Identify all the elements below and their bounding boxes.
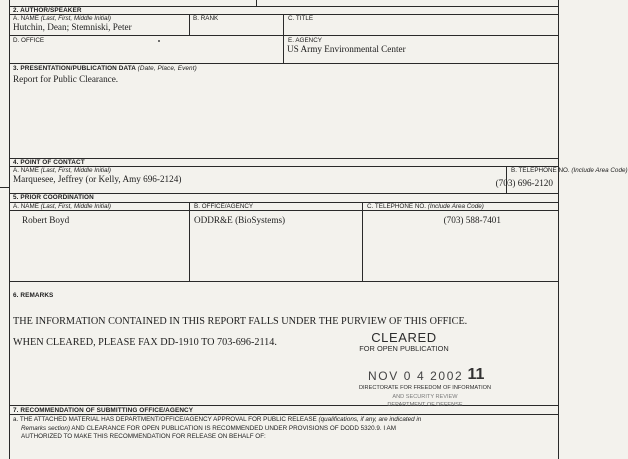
stamp-directorate: DIRECTORATE FOR FREEDOM OF INFORMATION AND SECURITY REVIEW DEPARTMENT OF DEFENSE [358, 385, 492, 409]
stamp-for-open-publication: FOR OPEN PUBLICATION [359, 344, 449, 353]
contact-heading: 4. POINT OF CONTACT [13, 159, 85, 166]
author-title-label: C. TITLE [288, 15, 314, 22]
form-right-border [558, 0, 559, 459]
col-divider [189, 202, 190, 281]
contact-name-value: Marquesee, Jeffrey (or Kelly, Amy 696-2124) [13, 174, 182, 184]
presentation-value: Report for Public Clearance. [13, 74, 119, 84]
presentation-heading: 3. PRESENTATION/PUBLICATION DATA (Date, Place, Event) [13, 65, 197, 72]
rule [9, 6, 558, 7]
recommendation-heading: 7. RECOMMENDATION OF SUBMITTING OFFICE/AGENCY [13, 407, 194, 414]
stamp-number: 11 [467, 366, 485, 383]
coordination-office-value: ODDR&E (BioSystems) [194, 215, 286, 225]
col-divider [362, 202, 363, 281]
rule [9, 414, 558, 415]
coordination-name-value: Robert Boyd [22, 215, 70, 225]
remarks-line-2: WHEN CLEARED, PLEASE FAX DD-1910 TO 703-696-2114. [13, 337, 277, 348]
author-agency-value: US Army Environmental Center [287, 44, 406, 54]
coordination-name-label: A. NAME (Last, First, Middle Initial) [13, 203, 111, 210]
author-agency-label: E. AGENCY [288, 37, 322, 44]
remarks-heading: 6. REMARKS [13, 292, 54, 299]
col-divider [189, 14, 190, 35]
rule [9, 281, 558, 282]
recommendation-text: a. THE ATTACHED MATERIAL HAS DEPARTMENT/OFFICE/AGENCY APPROVAL FOR PUBLIC RELEASE (qualifications, if any, are indicated in Remarks section) AND CLEARANCE FOR OPEN PUBLICATION IS RECOMMENDED UNDER PROVISIONS OF DODD 5320.9. I AM AUTHORIZED TO MAKE THIS RECOMMENDATION FOR RELEASE ON BEHALF OF: [13, 416, 422, 441]
stamp-date: NOV 0 4 2002 [368, 369, 464, 383]
remarks-line-1: THE INFORMATION CONTAINED IN THIS REPORT FALLS UNDER THE PURVIEW OF THIS OFFICE. [13, 316, 468, 327]
speck [158, 40, 160, 42]
author-rank-label: B. RANK [193, 15, 219, 22]
coordination-office-label: B. OFFICE/AGENCY [194, 203, 254, 210]
contact-name-label: A. NAME (Last, First, Middle Initial) [13, 167, 111, 174]
col-divider [283, 14, 284, 63]
author-name-value: Hutchin, Dean; Stemniski, Peter [13, 22, 132, 32]
author-name-label: A. NAME (Last, First, Middle Initial) [13, 15, 111, 22]
margin-tick [0, 187, 9, 188]
contact-phone-label: B. TELEPHONE NO. (Include Area Code) [511, 167, 628, 174]
coordination-phone-label: C. TELEPHONE NO. (Include Area Code) [367, 203, 484, 210]
coordination-heading: 5. PRIOR COORDINATION [13, 194, 94, 201]
form-left-border [9, 0, 10, 459]
rule [9, 63, 558, 64]
author-office-label: D. OFFICE [13, 37, 45, 44]
coordination-phone-value: (703) 588-7401 [443, 215, 501, 225]
stamp-cleared: CLEARED [371, 330, 437, 345]
author-section-heading: 2. AUTHOR/SPEAKER [13, 7, 82, 14]
rule [9, 158, 558, 159]
contact-phone-value: (703) 696-2120 [495, 178, 553, 188]
rule [9, 210, 558, 211]
